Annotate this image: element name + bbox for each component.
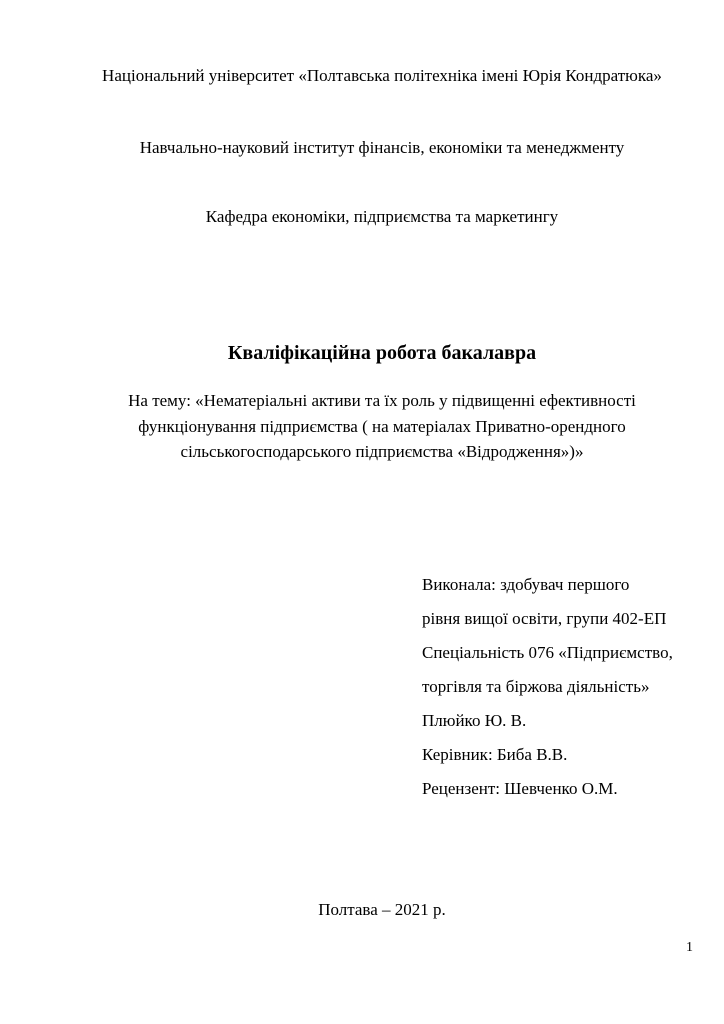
thesis-topic	[90, 388, 674, 465]
credits-block	[422, 568, 673, 806]
page-number: 1	[686, 940, 693, 955]
credit-line-reviewer: Рецензент: Шевченко О.М.	[422, 779, 618, 798]
credit-line-student-name: Плюйко Ю. В.	[422, 711, 527, 730]
thesis-topic-line: На тему: «Нематеріальні активи та їх роль у підвищенні ефективності	[128, 391, 636, 410]
city-year: Полтава – 2021 р.	[318, 900, 446, 919]
credit-line-executor: Виконала: здобувач першого	[422, 575, 630, 594]
credit-line-specialty: Спеціальність 076 «Підприємство,	[422, 643, 673, 662]
department-name: Кафедра економіки, підприємства та маркетингу	[205, 207, 559, 226]
university-name: Національний університет «Полтавська політехніка імені Юрія Кондратюка»	[102, 66, 662, 85]
thesis-title: Кваліфікаційна робота бакалавра	[227, 342, 537, 364]
credit-line-specialty-cont: торгівля та біржова діяльність»	[422, 677, 650, 696]
credit-line-supervisor: Керівник: Биба В.В.	[422, 745, 568, 764]
institute-name: Навчально-науковий інститут фінансів, економіки та менеджменту	[139, 138, 625, 157]
credit-line-degree-level: рівня вищої освіти, групи 402-ЕП	[422, 609, 667, 628]
thesis-topic-line: сільськогосподарського підприємства «Відродження»)»	[180, 442, 584, 461]
thesis-topic-line: функціонування підприємства ( на матеріалах Приватно-орендного	[138, 416, 626, 436]
